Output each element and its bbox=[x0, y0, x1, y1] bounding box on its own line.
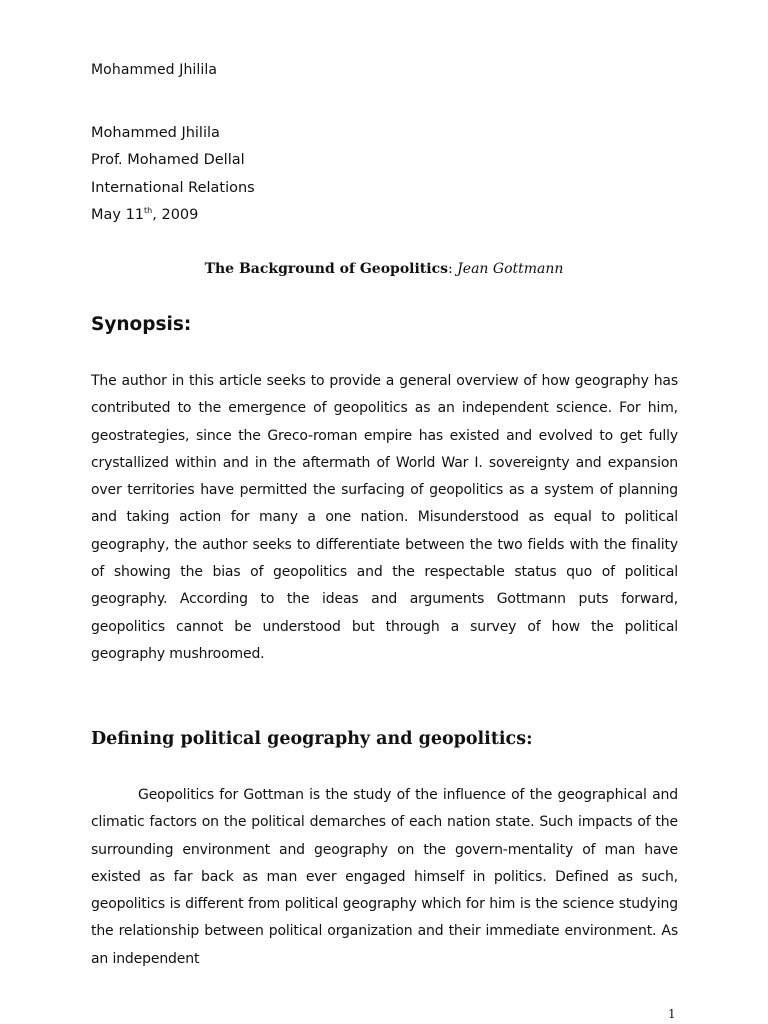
student-name: Mohammed Jhilila bbox=[91, 125, 220, 141]
author-info-block bbox=[91, 120, 255, 229]
submission-date bbox=[91, 202, 255, 229]
course-name: International Relations bbox=[91, 179, 255, 196]
synopsis-paragraph: The author in this article seeks to provide a general overview of how geography has contributed to the emergence of geopolitics as an independent science. For him, geostrategies, since the Greco-roman empire has existed and evolved to get fully crystallized within and in the aftermath of World War I. sovereignty and expansion over territories have permitted the surfacing of geopolitics as a system of planning and taking action for many a one nation. Misunderstood as equal to political geography, the author seeks to differentiate between the two fields with the finality of showing the bias of geopolitics and the respectable status quo of political geography. According to the ideas and arguments Gottmann puts forward, geopolitics cannot be understood but through a survey of how the political geography mushroomed. bbox=[91, 373, 678, 662]
date-ordinal-suffix: th bbox=[144, 206, 153, 216]
running-header-author: Mohammed Jhilila bbox=[91, 62, 218, 78]
title-separator: : bbox=[448, 261, 458, 277]
title-main: The Background of Geopolitics bbox=[204, 261, 448, 277]
professor-name: Prof. Mohamed Dellal bbox=[91, 152, 245, 169]
date-prefix: May 11 bbox=[91, 206, 145, 223]
document-title bbox=[0, 259, 768, 279]
synopsis-heading: Synopsis: bbox=[91, 314, 192, 335]
defining-heading: Defining political geography and geopolitics: bbox=[91, 729, 533, 749]
page-number: 1 bbox=[668, 1007, 676, 1021]
date-year: , 2009 bbox=[152, 206, 199, 223]
defining-paragraph: Geopolitics for Gottman is the study of the influence of the geographical and climatic factors on the political demarches of each nation state. Such impacts of the surrounding environment and geography on the govern-mentality of man have existed as far back as man ever engaged himself in politics. Defined as such, geopolitics is different from political geography which for him is the science studying the relationship between political organization and their immediate environment. As an independent bbox=[91, 787, 678, 967]
title-author: Jean Gottmann bbox=[457, 261, 564, 277]
